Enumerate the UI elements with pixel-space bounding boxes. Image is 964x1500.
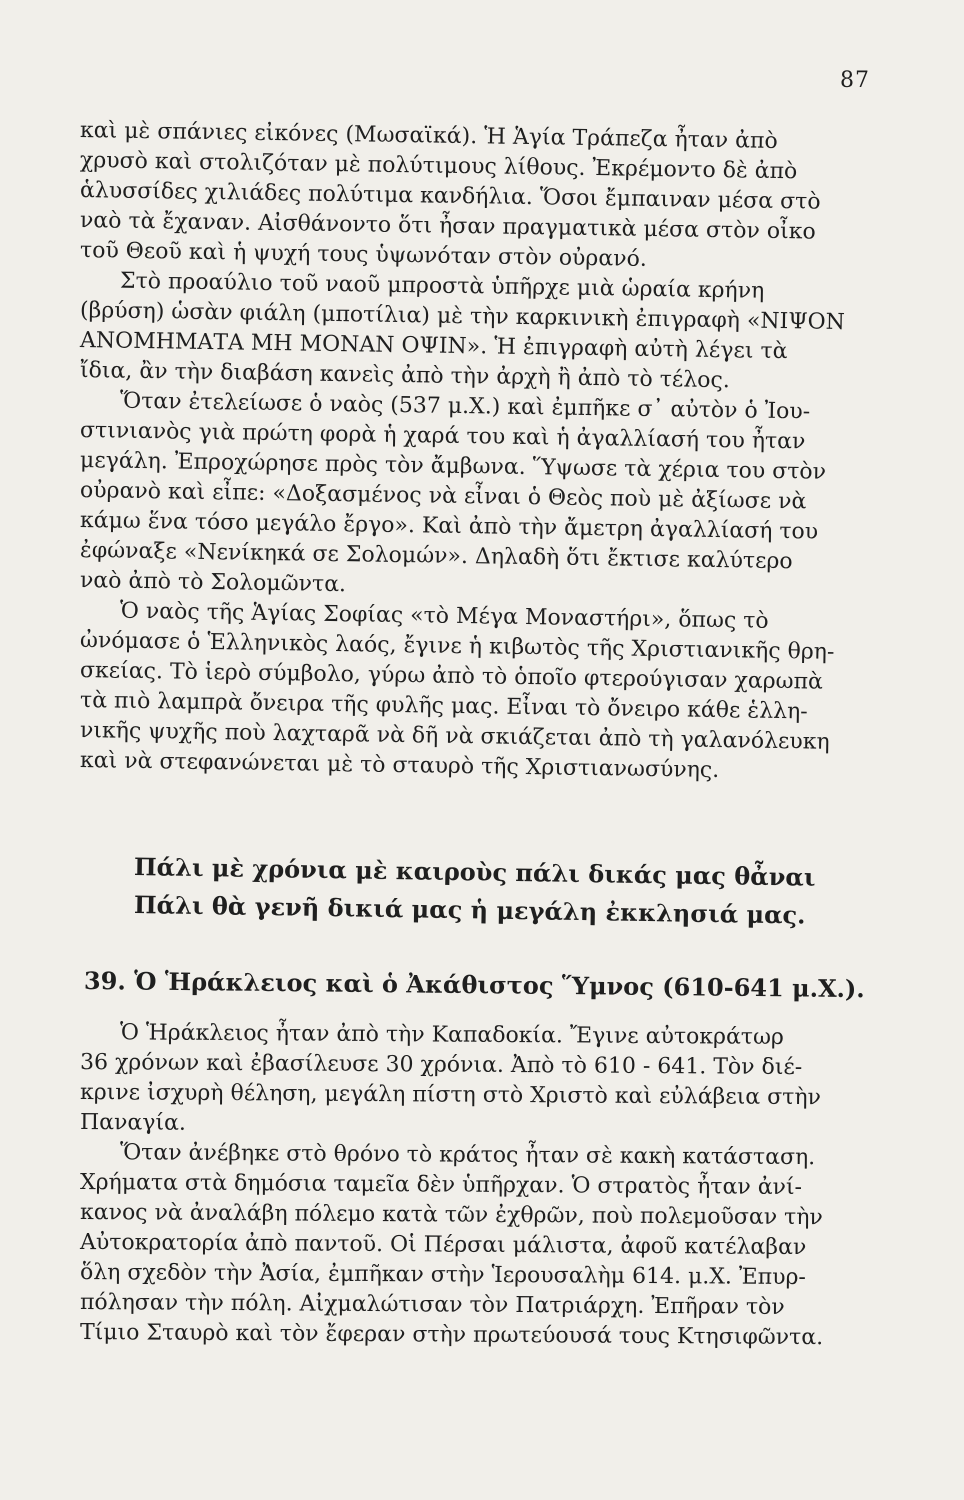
text-line: Ὁ ναὸς τῆς Ἁγίας Σοφίας «τὸ Μέγα Μοναστήρι», ὅπως τὸ <box>119 598 769 634</box>
text-line: 36 χρόνων καὶ ἐβασίλευσε 30 χρόνια. Ἀπὸ τὸ 610 - 641. Τὸν διέ- <box>79 1050 803 1081</box>
text-line: Ὅταν ἀνέβηκε στὸ θρόνο τὸ κράτος ἦταν σὲ κακὴ κατάσταση. <box>119 1140 816 1171</box>
text-line: Ὅταν ἐτελείωσε ὁ ναὸς (537 μ.Χ.) καὶ ἐμπῆκε σ᾿ αὐτὸν ὁ Ἰου- <box>119 388 811 425</box>
text-line: σκείας. Τὸ ἱερὸ σύμβολο, γύρω ἀπὸ τὸ ὁποῖο φτερούγισαν χαρωπὰ <box>79 658 824 695</box>
text-line: Αὐτοκρατορία ἀπὸ παντοῦ. Οἱ Πέρσαι μάλιστα, ἀφοῦ κατέλαβαν <box>79 1230 807 1261</box>
text-line: κρινε ἰσχυρὴ θέληση, μεγάλη πίστη στὸ Χριστὸ καὶ εὐλάβεια στὴν <box>79 1080 822 1111</box>
text-line: Χρήματα στὰ δημόσια ταμεῖα δὲν ὑπῆρχαν. Ὁ στρατὸς ἦταν ἀνί- <box>79 1170 803 1201</box>
text-line: οὐρανὸ καὶ εἶπε: «Δοξασμένος νὰ εἶναι ὁ Θεὸς ποὺ μὲ ἀξίωσε νὰ <box>79 478 807 515</box>
text-line: Στὸ προαύλιο τοῦ ναοῦ μπροστὰ ὑπῆρχε μιὰ ὡραία κρήνη <box>119 268 765 304</box>
text-line: καὶ μὲ σπάνιες εἰκόνες (Μωσαϊκά). Ἡ Ἁγία Τράπεζα ἦταν ἀπὸ <box>79 118 778 154</box>
verse-line: Πάλι μὲ χρόνια μὲ καιροὺς πάλι δικάς μας θἆναι <box>133 852 816 892</box>
text-line: τοῦ Θεοῦ καὶ ἡ ψυχή τους ὑψωνόταν στὸν οὐρανό. <box>79 238 648 272</box>
page-number: 87 <box>840 68 870 93</box>
text-line: καὶ νὰ στεφανώνεται μὲ τὸ σταυρὸ τῆς Χριστιανωσύνης. <box>79 748 720 784</box>
bottom-text-block <box>79 1018 860 1351</box>
text-line: Τίμιο Σταυρὸ καὶ τὸν ἔφεραν στὴν πρωτεύουσά τους Κτησιφῶντα. <box>79 1320 824 1351</box>
text-line: ὅλη σχεδὸν τὴν Ἀσία, ἐμπῆκαν στὴν Ἱερουσαλὴμ 614. μ.Χ. Ἐπυρ- <box>79 1260 806 1291</box>
text-line: Ὁ Ἡράκλειος ἦταν ἀπὸ τὴν Καπαδοκία. Ἔγινε αὐτοκράτωρ <box>119 1020 784 1050</box>
text-line: ἐφώναξε «Νενίκηκά σε Σολομών». Δηλαδὴ ὅτι ἔκτισε καλύτερο <box>79 538 793 575</box>
text-line: τὰ πιὸ λαμπρὰ ὄνειρα τῆς φυλῆς μας. Εἶναι τὸ ὄνειρο κάθε ἑλλη- <box>79 688 808 725</box>
text-line: ναὸ τὰ ἔχαναν. Αἰσθάνοντο ὅτι ἦσαν πραγματικὰ μέσα στὸν οἶκο <box>79 208 816 245</box>
text-line: ΑΝΟΜΗΜΑΤΑ ΜΗ ΜΟΝΑΝ ΟΨΙΝ». Ἡ ἐπιγραφὴ αὐτὴ λέγει τὰ <box>79 328 788 365</box>
verse-block <box>133 848 834 930</box>
text-line: ἴδια, ἂν τὴν διαβάση κανεὶς ἀπὸ τὴν ἀρχὴ ἢ ἀπὸ τὸ τέλος. <box>79 358 730 394</box>
text-line: νικῆς ψυχῆς ποὺ λαχταρᾶ νὰ δῆ νὰ σκιάζεται ἀπὸ τὴ γαλανόλευκη <box>79 718 830 755</box>
text-line: (βρύση) ὡσὰν φιάλη (μποτίλια) μὲ τὴν καρκινικὴ ἐπιγραφὴ «ΝΙΨΟΝ <box>79 298 846 336</box>
text-line: πόλησαν τὴν πόλη. Αἰχμαλώτισαν τὸν Πατριάρχη. Ἐπῆραν τὸν <box>79 1290 785 1320</box>
text-line: κάμω ἕνα τόσο μεγάλο ἔργο». Καὶ ἀπὸ τὴν ἄμετρη ἀγαλλίασή του <box>79 508 819 545</box>
text-line: Παναγία. <box>79 1110 186 1136</box>
text-line: μεγάλη. Ἐπροχώρησε πρὸς τὸν ἄμβωνα. Ὕψωσε τὰ χέρια του στὸν <box>79 448 827 485</box>
text-line: ἁλυσσίδες χιλιάδες πολύτιμα κανδήλια. Ὅσοι ἔμπαιναν μέσα στὸ <box>79 178 821 215</box>
section-heading: 39. Ὁ Ἡράκλειος καὶ ὁ Ἀκάθιστος Ὕμνος (610-641 μ.Χ.). <box>83 966 865 1004</box>
text-line: ὠνόμασε ὁ Ἑλληνικὸς λαός, ἔγινε ἡ κιβωτὸς τῆς Χριστιανικῆς θρη- <box>79 628 835 665</box>
text-line: κανος νὰ ἀναλάβη πόλεμο κατὰ τῶν ἐχθρῶν, ποὺ πολεμοῦσαν τὴν <box>79 1200 823 1231</box>
top-text-block <box>79 116 860 784</box>
verse-line: Πάλι θὰ γενῆ δικιά μας ἡ μεγάλη ἐκκλησιά μας. <box>133 890 806 930</box>
text-line: στινιανὸς γιὰ πρώτη φορὰ ἡ χαρά του καὶ ἡ ἀγαλλίασή του ἦταν <box>79 418 806 455</box>
text-line: ναὸ ἀπὸ τὸ Σολομῶντα. <box>79 568 347 598</box>
text-line: χρυσὸ καὶ στολιζόταν μὲ πολύτιμους λίθους. Ἐκρέμοντο δὲ ἀπὸ <box>79 148 798 185</box>
